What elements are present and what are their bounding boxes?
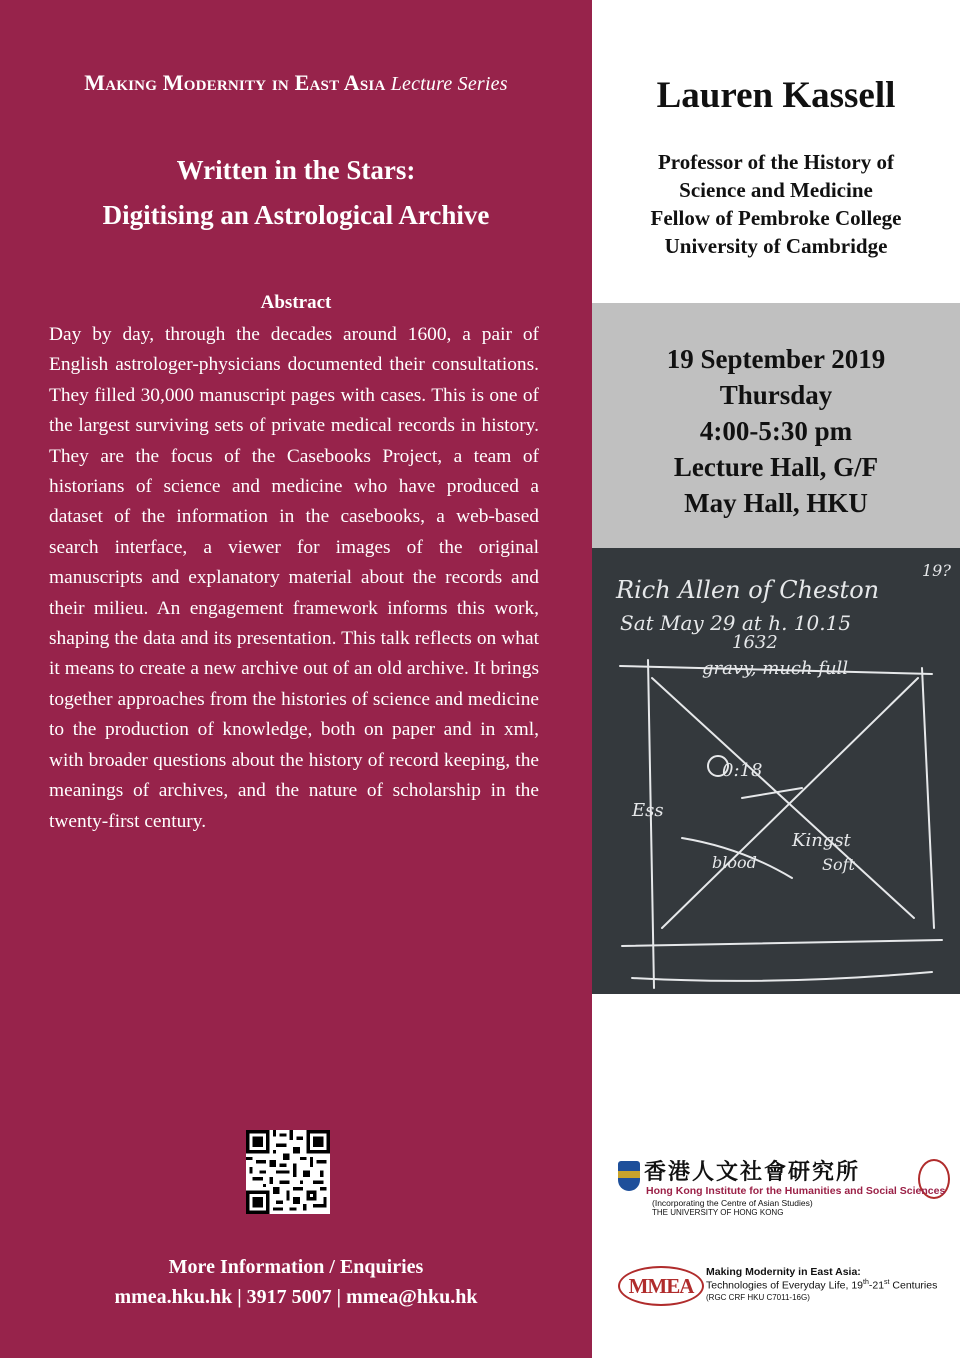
manuscript-text-6: 0:18 [722, 760, 763, 781]
manuscript-text-1: Rich Allen of Cheston [616, 576, 880, 604]
manuscript-text-5: gravy, much full [702, 658, 849, 679]
hkihss-subtitle: (Incorporating the Centre of Asian Studies) [652, 1198, 813, 1208]
event-details-box [592, 303, 960, 548]
hku-name: THE UNIVERSITY OF HONG KONG [652, 1208, 784, 1217]
mmea-mark: MMEA [618, 1266, 704, 1306]
manuscript-text-10: Soft [822, 855, 855, 874]
hkihss-logo [618, 1155, 948, 1217]
speaker-name: Lauren Kassell [656, 75, 896, 116]
hkihss-chinese-name: 香港人文社會研究所 [644, 1159, 861, 1184]
lecture-series-title [0, 70, 592, 96]
event-venue-1: Lecture Hall, G/F [673, 452, 879, 482]
hkihss-english-name: Hong Kong Institute for the Humanities and Social Sciences [646, 1185, 946, 1197]
manuscript-text-8: Kingst [792, 830, 851, 851]
affiliation-line-2: Science and Medicine [679, 178, 873, 202]
mmea-logo [618, 1262, 958, 1312]
affiliation-line-1: Professor of the History of [657, 150, 894, 174]
manuscript-text-7: Ess [632, 800, 664, 821]
qr-code-icon[interactable] [246, 1130, 330, 1214]
contact-line[interactable]: mmea.hku.hk | 3917 5007 | mmea@hku.hk [114, 1286, 478, 1308]
series-name: Making Modernity in East Asia [84, 70, 386, 95]
speaker-affiliation [592, 148, 960, 260]
event-venue-2: May Hall, HKU [684, 488, 868, 518]
abstract-body: Day by day, through the decades around 1600, a pair of English astrologer-physicians documented their consultations. They filled 30,000 manuscript pages with cases. This is one of the largest surviving sets of private medical records in history. They are the focus of the Casebooks Project, a team of historians of science and medicine who have produced a dataset of the information in the casebooks, a web-based search interface, a viewer for images of the original manuscripts and explanatory material about the records and their milieu. An engagement framework informs this work, shaping the data and its presentation. This talk reflects on what it means to create a new archive out of an old archive. It brings together approaches from the histories of science and medicine to the production of knowledge, both on paper and in xml, with broader questions about the history of record keeping, the meanings of archives, and the nature of scholarship in the twenty-first century. [49, 324, 539, 832]
affiliation-line-3: Fellow of Pembroke College [650, 206, 902, 230]
hku-crest-icon [618, 1161, 640, 1191]
manuscript-text-4: 1632 [732, 632, 778, 653]
mmea-line-3: (RGC CRF HKU C7011-16G) [706, 1293, 810, 1302]
manuscript-text-2: 19? [922, 561, 951, 580]
mmea-line-1: Making Modernity in East Asia: [706, 1266, 861, 1278]
info-heading: More Information / Enquiries [168, 1256, 424, 1278]
affiliation-line-4: University of Cambridge [664, 234, 888, 258]
mmea-line-2: Technologies of Everyday Life, 19th-21st Centuries [706, 1279, 938, 1292]
lecture-title-line-2: Digitising an Astrological Archive [102, 200, 490, 230]
manuscript-image [592, 548, 960, 994]
lecture-title [0, 148, 592, 238]
manuscript-text-3: Sat May 29 at h. 10.15 [620, 611, 852, 635]
right-panel [592, 0, 960, 1358]
lecture-title-line-1: Written in the Stars: [176, 155, 416, 185]
event-date: 19 September 2019 [666, 344, 886, 374]
abstract-heading: Abstract [260, 292, 332, 313]
event-day: Thursday [719, 380, 833, 410]
manuscript-text-9: blood [712, 853, 757, 872]
event-time: 4:00-5:30 pm [699, 416, 853, 446]
series-suffix: Lecture Series [390, 73, 508, 95]
event-details [592, 341, 960, 521]
